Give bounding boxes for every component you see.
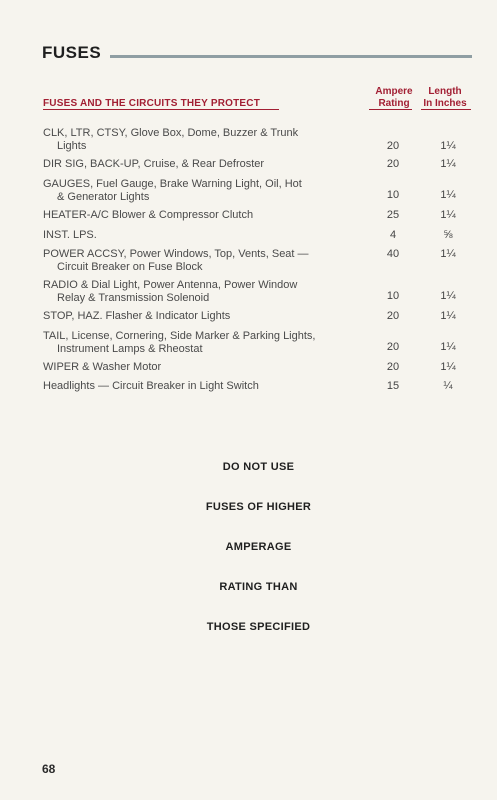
title-rule	[110, 55, 472, 58]
length-header	[415, 86, 475, 110]
fuse-circuit	[43, 248, 343, 274]
fuse-length: 1¼	[440, 341, 456, 353]
fuse-circuit-line2: Lights	[57, 140, 87, 152]
fuse-circuit-line1: INST. LPS.	[43, 229, 97, 241]
fuse-circuit-line1: RADIO & Dial Light, Power Antenna, Power Window	[43, 279, 298, 291]
fuse-circuit-line2: Relay & Transmission Solenoid	[57, 292, 210, 304]
notice-line: DO NOT USE	[222, 461, 295, 473]
fuse-circuit-line1: Headlights — Circuit Breaker in Light Switch	[43, 380, 259, 392]
fuse-ampere: 20	[386, 140, 400, 152]
fuse-ampere: 20	[386, 310, 400, 322]
fuse-length: 1¼	[440, 158, 456, 170]
fuse-circuit	[43, 380, 343, 393]
fuse-circuit	[43, 310, 343, 323]
fuse-circuit-line2: & Generator Lights	[57, 191, 150, 203]
notice-line: AMPERAGE	[225, 541, 292, 553]
fuse-circuit-line1: GAUGES, Fuel Gauge, Brake Warning Light, Oil, Hot	[43, 178, 302, 190]
page-number: 68	[42, 762, 56, 776]
fuse-circuit	[43, 178, 343, 204]
fuse-length: 1¼	[440, 248, 456, 260]
fuse-length: ⅝	[443, 229, 453, 241]
page-title: FUSES	[42, 43, 102, 62]
fuse-circuit-line2: Circuit Breaker on Fuse Block	[57, 261, 203, 273]
fuse-ampere: 20	[386, 158, 400, 170]
fuse-circuit-line1: WIPER & Washer Motor	[43, 361, 162, 373]
fuse-circuit	[43, 127, 343, 153]
ampere-header-line2: Rating	[378, 98, 410, 109]
notice-line: FUSES OF HIGHER	[205, 501, 312, 513]
fuse-circuit	[43, 330, 343, 356]
fuse-circuit-line1: TAIL, License, Cornering, Side Marker & Parking Lights,	[43, 330, 316, 342]
section-heading: FUSES AND THE CIRCUITS THEY PROTECT	[43, 98, 261, 109]
fuse-length: 1¼	[440, 310, 456, 322]
length-header-rule	[421, 109, 471, 110]
notice-line: RATING THAN	[219, 581, 298, 593]
fuse-ampere: 20	[386, 341, 400, 353]
notice-line: THOSE SPECIFIED	[206, 621, 311, 633]
fuse-length: 1¼	[440, 189, 456, 201]
fuse-circuit-line1: HEATER-A/C Blower & Compressor Clutch	[43, 209, 254, 221]
fuse-length: ¼	[443, 380, 453, 392]
fuse-ampere: 40	[386, 248, 400, 260]
fuse-ampere: 4	[389, 229, 397, 241]
fuse-circuit-line2: Instrument Lamps & Rheostat	[57, 343, 203, 355]
fuse-ampere: 10	[386, 189, 400, 201]
section-heading-rule	[43, 109, 279, 110]
length-header-line1: Length	[428, 86, 462, 97]
length-header-line2: In Inches	[423, 98, 467, 109]
fuse-circuit-line1: CLK, LTR, CTSY, Glove Box, Dome, Buzzer & Trunk	[43, 127, 299, 139]
ampere-header-line1: Ampere	[375, 86, 413, 97]
fuse-circuit	[43, 361, 343, 374]
fuse-circuit-line1: POWER ACCSY, Power Windows, Top, Vents, Seat —	[43, 248, 309, 260]
ampere-header-rule	[369, 109, 412, 110]
fuse-circuit-line1: DIR SIG, BACK-UP, Cruise, & Rear Defroster	[43, 158, 265, 170]
fuse-circuit	[43, 158, 343, 171]
fuse-ampere: 20	[386, 361, 400, 373]
fuse-circuit	[43, 279, 343, 305]
fuse-length: 1¼	[440, 140, 456, 152]
fuse-length: 1¼	[440, 290, 456, 302]
fuse-circuit	[43, 229, 343, 242]
fuse-length: 1¼	[440, 361, 456, 373]
fuse-circuit-line1: STOP, HAZ. Flasher & Indicator Lights	[43, 310, 231, 322]
fuse-ampere: 25	[386, 209, 400, 221]
fuse-ampere: 10	[386, 290, 400, 302]
fuse-circuit	[43, 209, 343, 222]
fuse-length: 1¼	[440, 209, 456, 221]
fuse-ampere: 15	[386, 380, 400, 392]
